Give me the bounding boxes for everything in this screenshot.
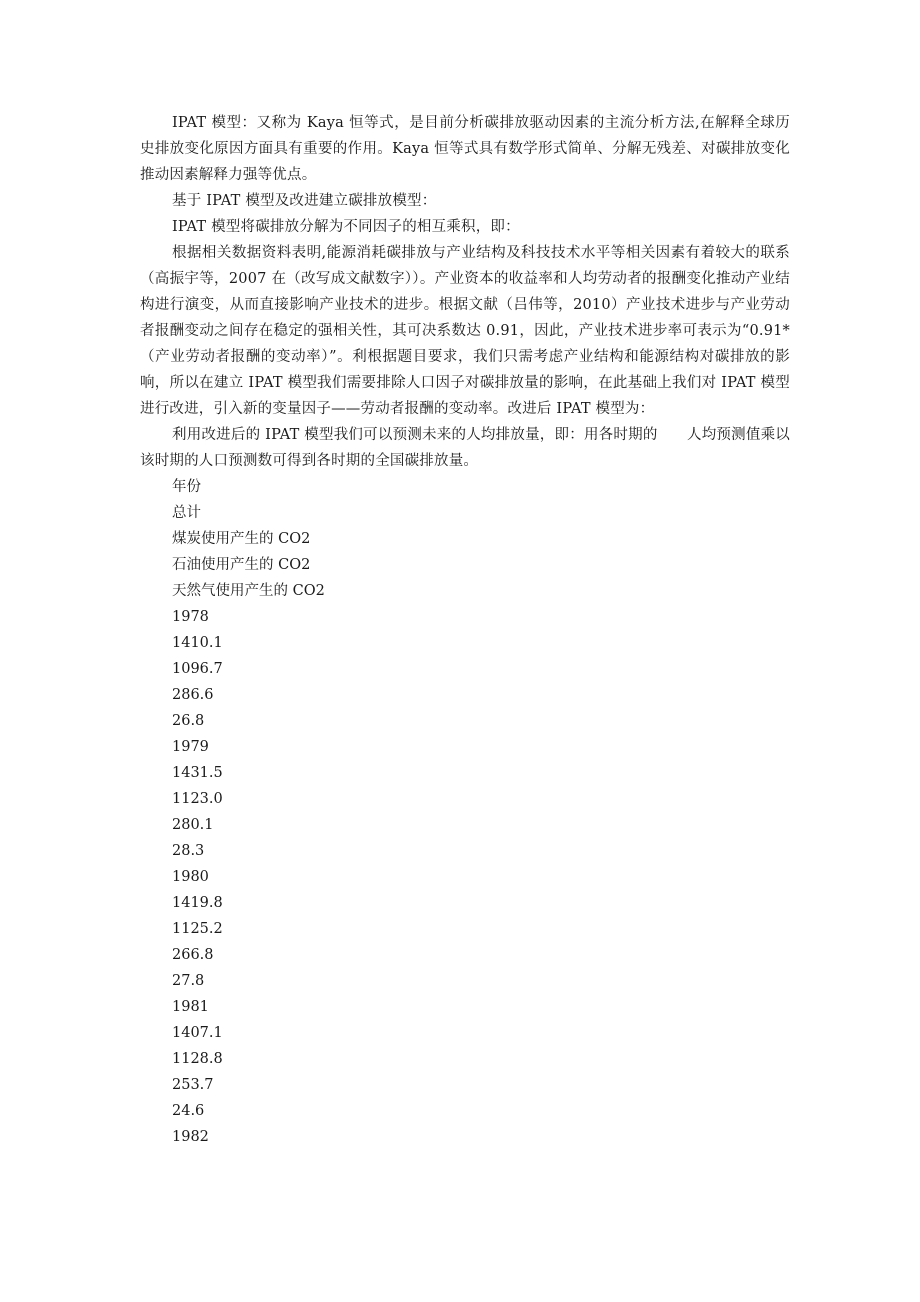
paragraph-model-basis: 基于 IPAT 模型及改进建立碳排放模型：	[172, 193, 437, 209]
paragraph-research-background: 根据相关数据资料表明,能源消耗碳排放与产业结构及科技技术水平等相关因素有着较大的联系（高振宇等，2007 在（改写成文献数字））。产业资本的收益率和人均劳动者的报酬变化推动产业结构进行演变，从而直接影响产业技术的进步。根据文献（吕伟等，2010）产业技术进步与产业劳动者报酬变动之间存在稳定的强相关性，其可决系数达 0.91，因此，产业技术进步率可表示为“0.91*（产业劳动者报酬的变动率）”。利根据题目要求，我们只需考虑产业结构和能源结构对碳排放的影响，所以在建立 IPAT 模型我们需要排除人口因子对碳排放量的影响，在此基础上我们对 IPAT 模型进行改进，引入新的变量因子——劳动者报酬的变动率。改进后 IPAT 模型为：	[140, 245, 790, 417]
table-line: 280.1	[172, 817, 214, 833]
table-line: 1982	[172, 1129, 209, 1145]
paragraph-ipat-decomposition: IPAT 模型将碳排放分解为不同因子的相互乘积，即：	[172, 219, 520, 235]
table-line: 27.8	[172, 973, 205, 989]
table-line: 总计	[172, 505, 201, 521]
table-line: 年份	[172, 479, 201, 495]
table-line: 266.8	[172, 947, 214, 963]
data-table-lines	[140, 474, 790, 1150]
table-line: 1096.7	[172, 661, 223, 677]
document-page	[140, 110, 790, 1150]
paragraph-prediction-method: 利用改进后的 IPAT 模型我们可以预测未来的人均排放量，即：用各时期的 人均预测值乘以该时期的人口预测数可得到各时期的全国碳排放量。	[140, 427, 790, 469]
table-line: 1981	[172, 999, 209, 1015]
paragraph-ipat-intro: IPAT 模型：又称为 Kaya 恒等式，是目前分析碳排放驱动因素的主流分析方法,在解释全球历史排放变化原因方面具有重要的作用。Kaya 恒等式具有数学形式简单、分解无残差、对碳排放变化推动因素解释力强等优点。	[140, 115, 790, 183]
table-line: 1419.8	[172, 895, 223, 911]
table-line: 24.6	[172, 1103, 205, 1119]
table-line: 1978	[172, 609, 209, 625]
table-line: 28.3	[172, 843, 205, 859]
table-line: 1980	[172, 869, 209, 885]
table-line: 286.6	[172, 687, 214, 703]
table-line: 1979	[172, 739, 209, 755]
table-line: 1123.0	[172, 791, 223, 807]
table-line: 253.7	[172, 1077, 214, 1093]
table-line: 26.8	[172, 713, 205, 729]
table-line: 煤炭使用产生的 CO2	[172, 531, 311, 547]
table-line: 1407.1	[172, 1025, 223, 1041]
table-line: 1125.2	[172, 921, 223, 937]
table-line: 1410.1	[172, 635, 223, 651]
table-line: 天然气使用产生的 CO2	[172, 583, 325, 599]
table-line: 1431.5	[172, 765, 223, 781]
table-line: 石油使用产生的 CO2	[172, 557, 311, 573]
table-line: 1128.8	[172, 1051, 223, 1067]
